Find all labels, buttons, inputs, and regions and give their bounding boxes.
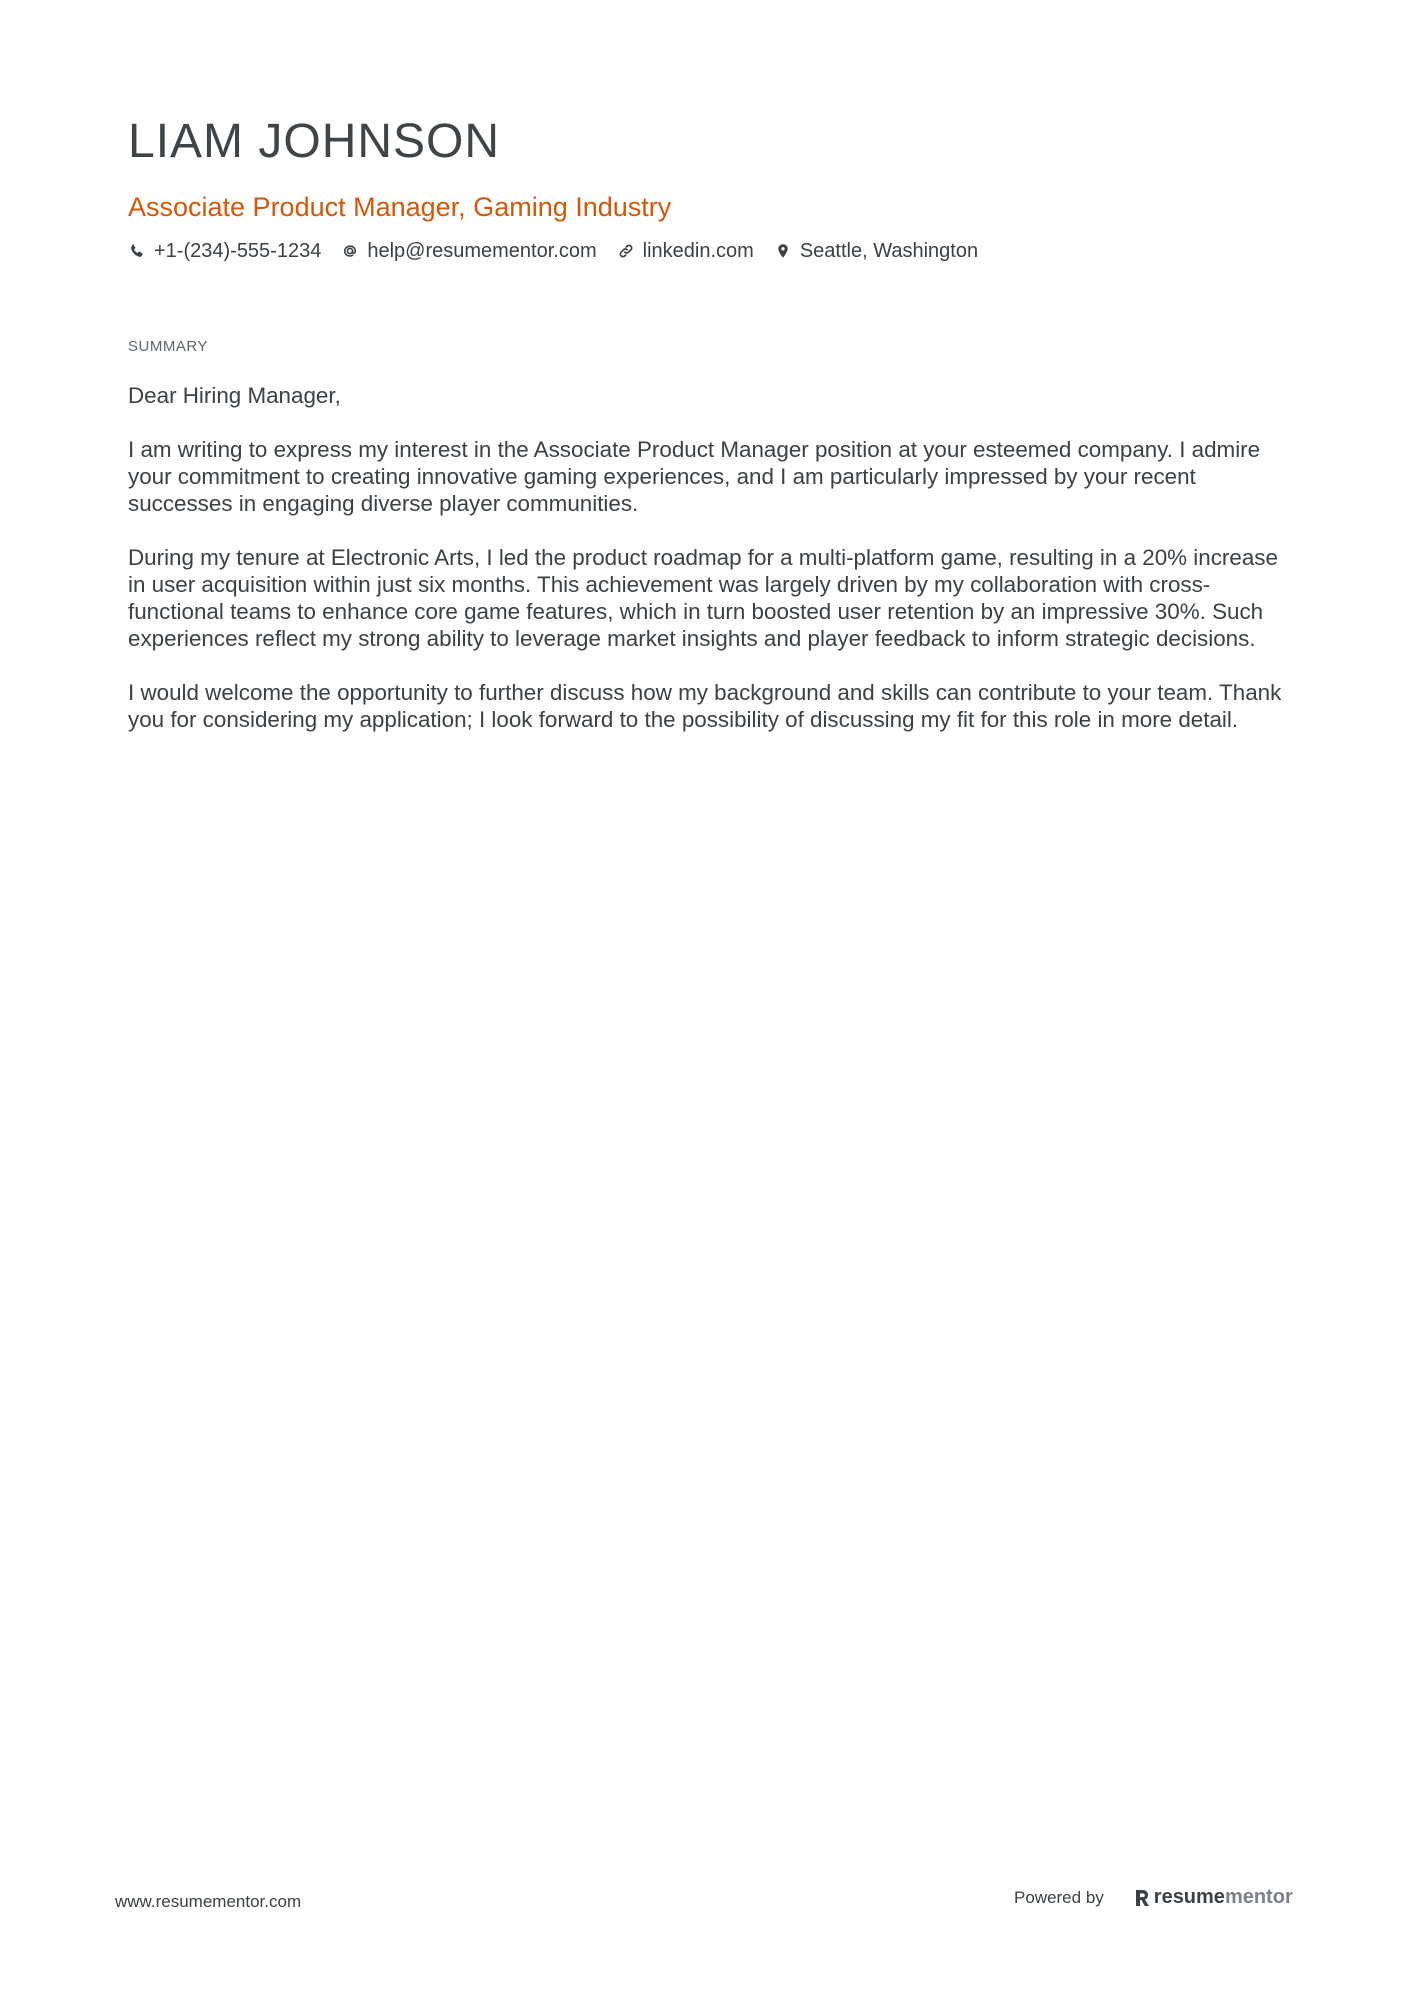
letter-body	[128, 382, 1293, 760]
footer-branding	[1014, 1886, 1293, 1909]
candidate-name: LIAM JOHNSON	[128, 115, 501, 168]
header	[128, 112, 1288, 264]
brand-logo[interactable]	[1134, 1886, 1293, 1909]
website-text: linkedin.com	[642, 240, 754, 262]
contact-row	[128, 238, 1288, 264]
powered-by-text: Powered by	[1014, 1887, 1104, 1907]
link-icon	[617, 242, 635, 260]
brand-name-part1: resume	[1153, 1886, 1225, 1908]
salutation: Dear Hiring Manager,	[128, 383, 341, 408]
paragraph-closing: I would welcome the opportunity to further discuss how my background and skills can contribute to your team. Thank you for considering my application; I look forward to the possibility of discussing my fit for this role in more detail.	[128, 680, 1282, 732]
resumementor-logo-icon	[1134, 1888, 1150, 1908]
brand-name-part2: mentor	[1224, 1886, 1293, 1908]
at-icon	[341, 242, 359, 260]
phone-icon	[128, 242, 146, 260]
contact-phone	[128, 238, 321, 264]
footer-website[interactable]: www.resumementor.com	[115, 1892, 302, 1911]
paragraph-intro: I am writing to express my interest in the Associate Product Manager position at your esteemed company. I admire your commitment to creating innovative gaming experiences, and I am particularly impressed by your recent successes in engaging diverse player communities.	[128, 437, 1261, 516]
contact-website[interactable]	[617, 238, 754, 264]
summary-heading: SUMMARY	[128, 338, 208, 355]
paragraph-experience: During my tenure at Electronic Arts, I led the product roadmap for a multi-platform game, resulting in a 20% increase in user acquisition within just six months. This achievement was largely driven by my collaboration with cross-functional teams to enhance core game features, which in turn boosted user retention by an impressive 30%. Such experiences reflect my strong ability to leverage market insights and player feedback to inform strategic decisions.	[128, 545, 1278, 651]
contact-location	[774, 238, 978, 264]
contact-email[interactable]	[341, 238, 596, 264]
location-text: Seattle, Washington	[799, 240, 979, 262]
job-title: Associate Product Manager, Gaming Industry	[128, 192, 672, 222]
phone-text: +1-(234)-555-1234	[154, 240, 322, 262]
email-text: help@resumementor.com	[367, 240, 597, 262]
location-pin-icon	[774, 242, 792, 260]
